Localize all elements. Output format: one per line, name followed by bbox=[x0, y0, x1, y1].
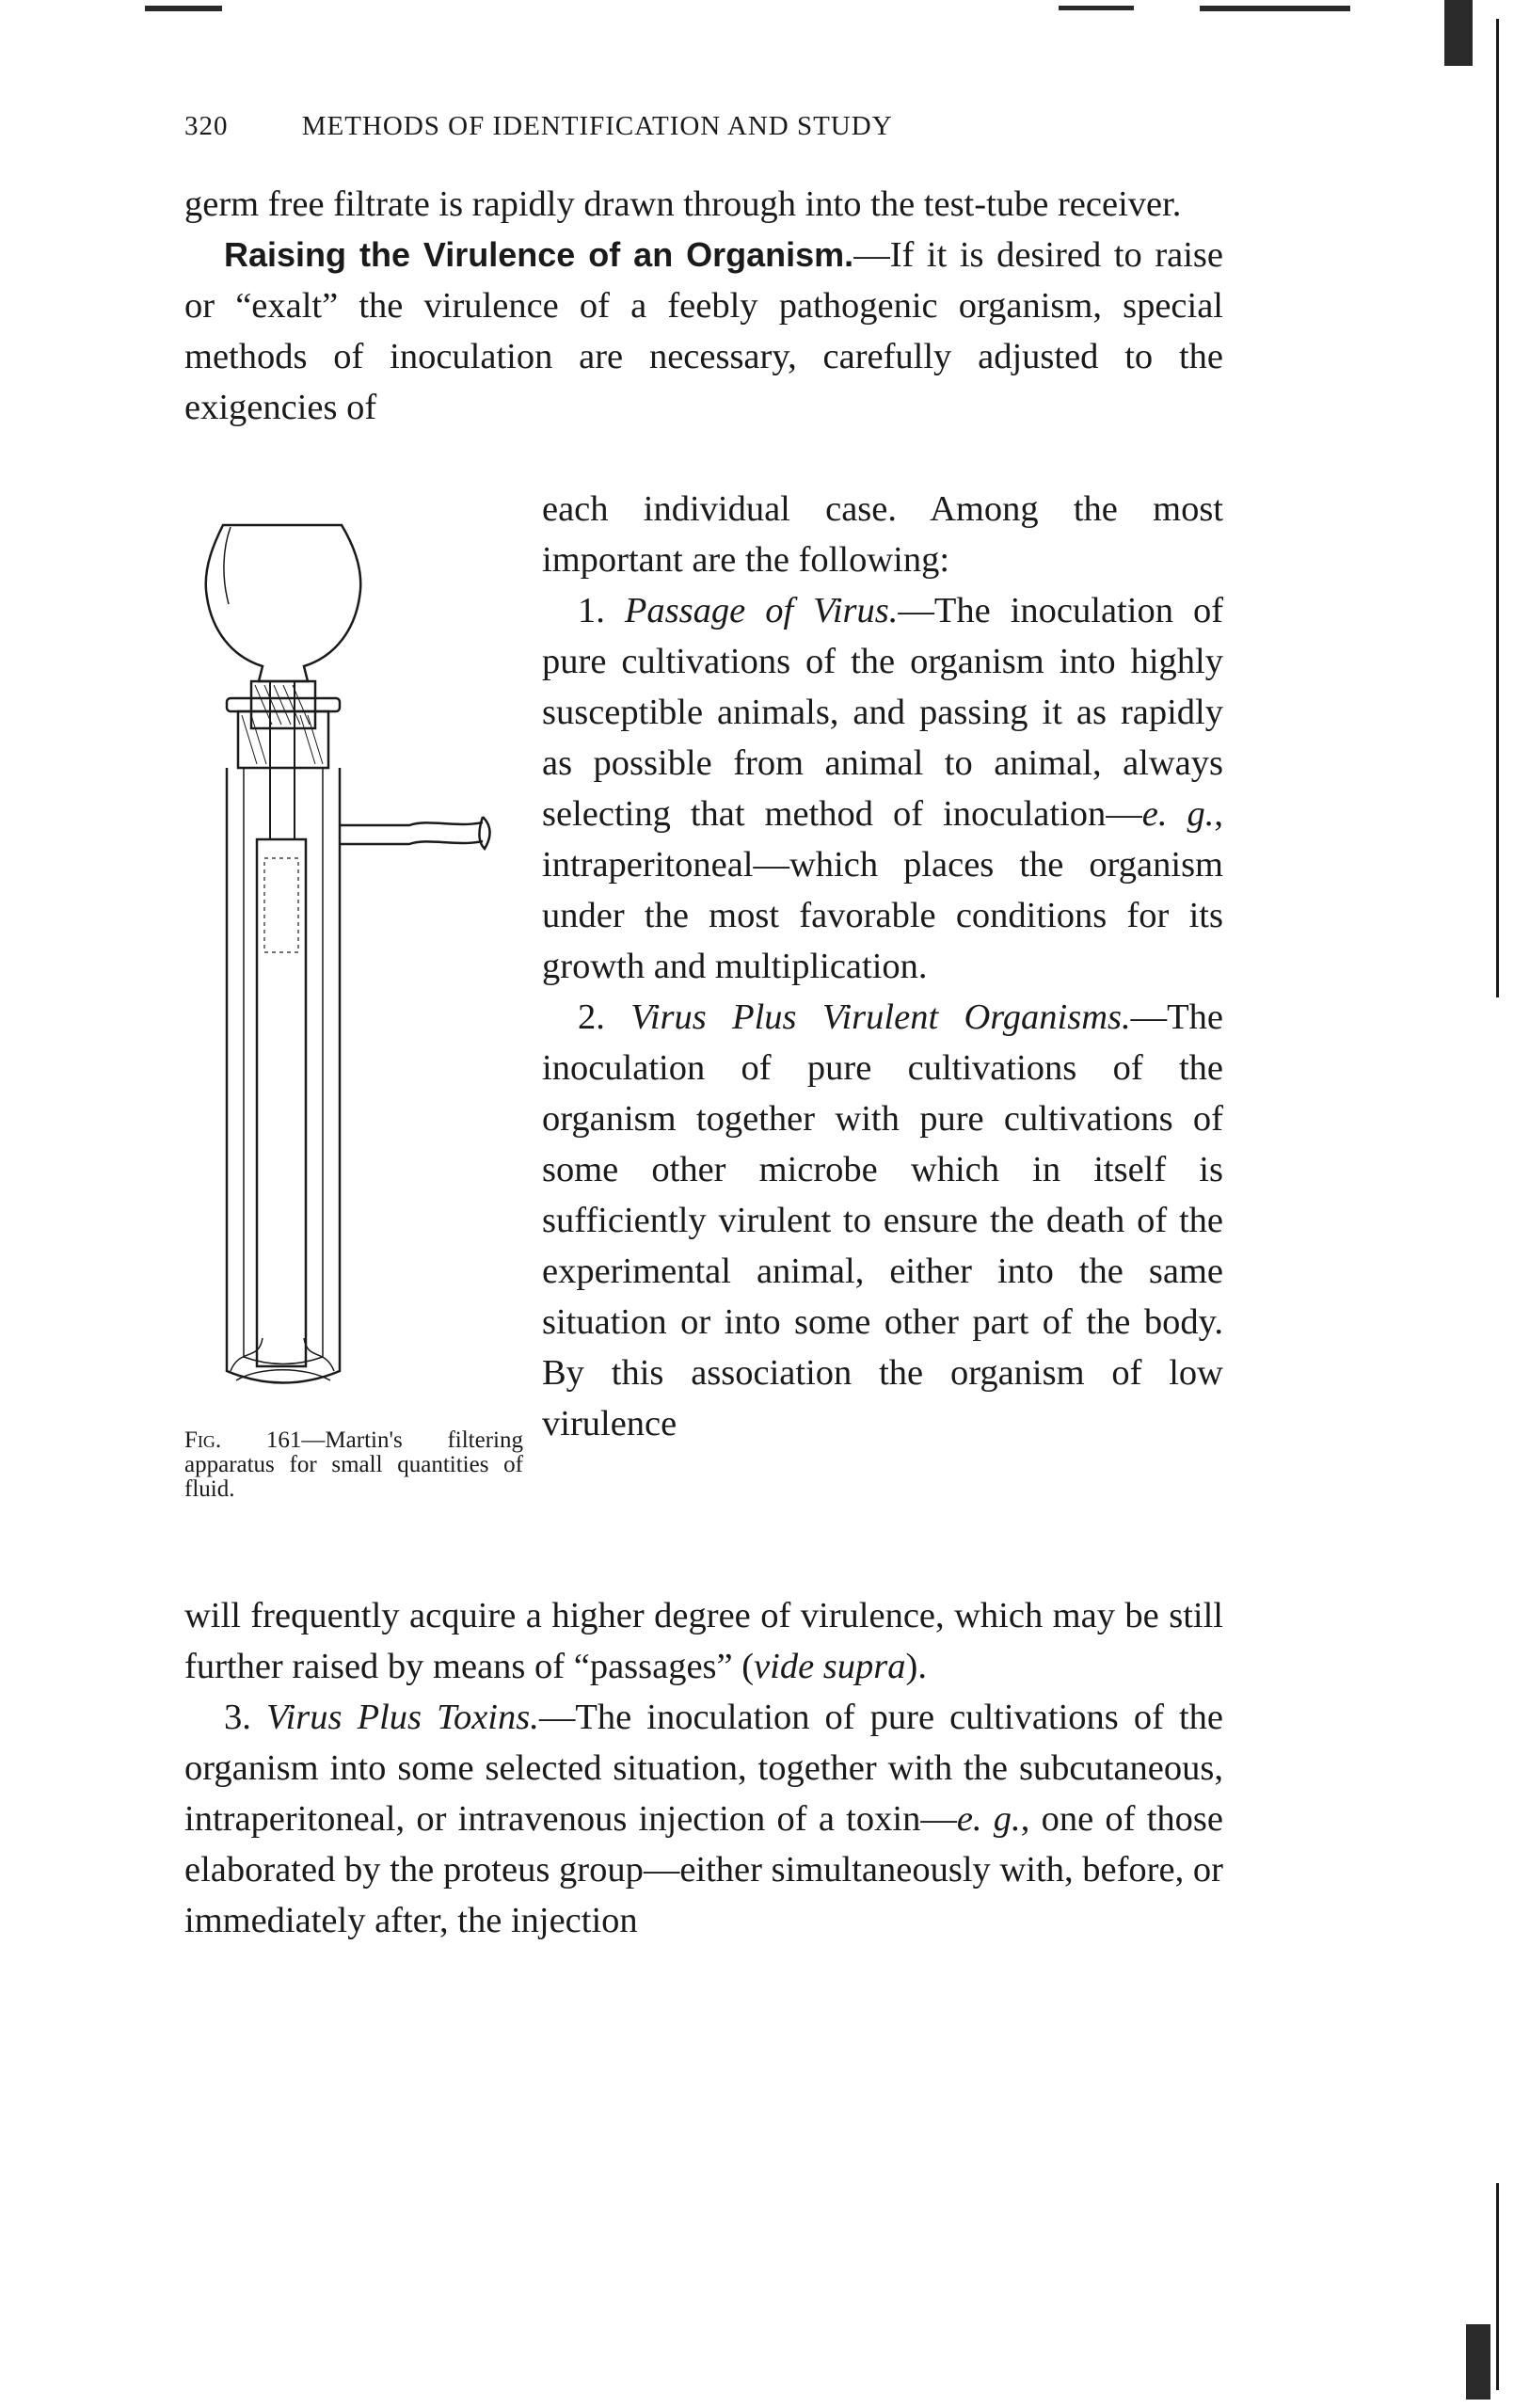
heading-paragraph-text: —If it is desired to raise or “exalt” the virulence of a feebly pathogenic organism, special methods of inoculation are necessary, carefully adjusted to the exigencies of bbox=[184, 235, 1224, 427]
item-3-eg: e. g. bbox=[956, 1799, 1021, 1839]
top-text-block bbox=[184, 179, 1223, 433]
scan-mark-corner bbox=[1444, 0, 1473, 66]
item-2-continuation-end: ). bbox=[905, 1647, 927, 1686]
scan-mark-top-left bbox=[145, 6, 222, 11]
item-1-title: Passage of Virus. bbox=[624, 591, 899, 630]
item-1-text: —The inoculation of pure cultivations of the organism into highly susceptible animals, and passing it as rapidly as possible from animal to animal, always selecting that method of inoculation— bbox=[542, 591, 1224, 834]
item-1-paragraph bbox=[542, 585, 1223, 992]
item-2-number: 2. bbox=[578, 997, 605, 1037]
lower-stopper-hatching bbox=[242, 715, 323, 764]
item-3-paragraph bbox=[184, 1692, 1223, 1946]
item-2-paragraph bbox=[542, 992, 1223, 1449]
item-3-number: 3. bbox=[224, 1698, 251, 1737]
rubber-stopper bbox=[251, 681, 315, 728]
figure-caption-text: —Martin's filtering apparatus for small quantities of fluid. bbox=[184, 1427, 523, 1502]
item-1-number: 1. bbox=[578, 591, 605, 630]
intro-paragraph: germ free filtrate is rapidly drawn through into the test-tube receiver. bbox=[184, 184, 1182, 224]
bottom-text-block bbox=[184, 1590, 1223, 1946]
scan-mark-bottom-right bbox=[1466, 2324, 1490, 2400]
item-2-text: —The inoculation of pure cultivations of the organism together with pure cultivations of some other microbe which in itself is sufficiently virulent to ensure the death of the experimental animal, either into the same situation or into some other part of the body. By this association the organism of low virulence bbox=[542, 997, 1223, 1443]
item-3-text-2: , one of those elaborated by the proteus group—either simultaneously with, before, or immediately after, the injection bbox=[184, 1799, 1223, 1940]
item-2-continuation bbox=[184, 1590, 1223, 1692]
funnel-rim-detail bbox=[224, 527, 231, 604]
figure-caption bbox=[184, 1428, 523, 1502]
item-3-text: —The inoculation of pure cultivations of the organism into some selected situation, together with the subcutaneous, intraperitoneal, or intravenous injection of a toxin— bbox=[184, 1698, 1224, 1839]
item-1-text-2: , intraperitoneal—which places the organism under the most favorable conditions for its growth and multiplication. bbox=[542, 794, 1223, 986]
outer-tube-inner-wall bbox=[244, 768, 323, 1364]
filter-apparatus-figure bbox=[202, 519, 513, 1423]
scan-mark-top-mid bbox=[1059, 6, 1134, 10]
column-continuation: each individual case. Among the most important are the following: bbox=[542, 489, 1223, 580]
filter-apparatus-drawing bbox=[202, 519, 513, 1423]
item-2-continuation-text: will frequently acquire a higher degree of virulence, which may be still further raised by means of “passages” ( bbox=[184, 1596, 1223, 1686]
item-2-title: Virus Plus Virulent Organisms. bbox=[630, 997, 1131, 1037]
collar-ring bbox=[227, 698, 340, 711]
wrapped-column bbox=[542, 484, 1223, 1449]
item-1-eg: e. g. bbox=[1141, 794, 1215, 834]
vide-supra: vide supra bbox=[754, 1647, 906, 1686]
running-header bbox=[184, 107, 1219, 145]
item-3-title: Virus Plus Toxins. bbox=[265, 1698, 539, 1737]
section-heading: Raising the Virulence of an Organism. bbox=[224, 235, 854, 274]
page-number: 320 bbox=[184, 111, 229, 141]
edge-line-right-top bbox=[1496, 19, 1499, 997]
running-title: METHODS OF IDENTIFICATION AND STUDY bbox=[301, 111, 893, 141]
edge-line-right-bottom bbox=[1496, 2183, 1499, 2390]
figure-label: Fig. 161 bbox=[184, 1427, 302, 1453]
scan-mark-top-right bbox=[1200, 6, 1350, 11]
candle-detail bbox=[264, 858, 298, 952]
heading-paragraph bbox=[184, 230, 1223, 433]
side-arm bbox=[340, 822, 483, 844]
cotton-plug bbox=[231, 1338, 334, 1380]
side-arm-tip bbox=[479, 817, 489, 849]
